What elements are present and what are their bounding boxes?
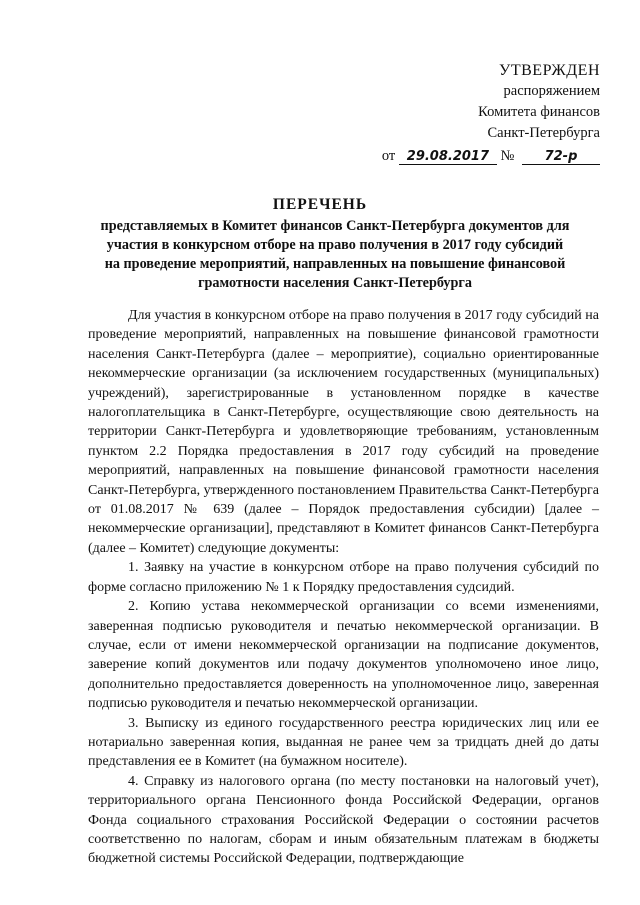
approval-block [382,60,600,167]
approval-reference [382,146,600,167]
list-item: 3. Выписку из единого государственного реестра юридических лиц или ее нотариально заверенная копия, выданная не ранее чем за тридцать дней до даты представления ее в Комитет (на бумажном носителе). [88,715,599,770]
approval-line: Комитета финансов [478,104,600,120]
list-item: 2. Копию устава некоммерческой организации со всеми изменениями, заверенная подписью руководителя и печатью некоммерческой организации. В случае, если от имени некоммерческой организации на подписание документов, заверение копий документов или подачу документов уполномочено иное лицо, дополнительно предоставляется доверенность на уполномоченное лицо, заверенная подписью руководителя и печатью некоммерческой организации. [88,599,599,712]
approval-line: Санкт-Петербурга [487,125,600,141]
approval-line: распоряжением [503,83,600,99]
document-subtitle: представляемых в Комитет финансов Санкт-Петербурга документов для участия в конкурсном отборе на право получения в 2017 году субсидий на проведение мероприятий, направленных на повышение финансовой грамотности населения Санкт-Петербурга [100,218,570,291]
document-body [88,306,599,869]
document-title: ПЕРЕЧЕНЬ [272,196,368,213]
date-prefix: от [381,148,396,164]
approval-heading: УТВЕРЖДЕН [499,62,600,79]
intro-paragraph: Для участия в конкурсном отборе на право получения в 2017 году субсидий на проведение мероприятий, направленных на повышение финансовой грамотности населения Санкт-Петербурга (далее – мероприятие), социально ориентированные некоммерческие организации (за исключением государственных (муниципальных) учреждений), зарегистрированные в установленном порядке в качестве налогоплательщика в Санкт-Петербурге, осуществляющие свою деятельность на территории Санкт-Петербурга и удовлетворяющие требованиям, установленным пунктом 2.2 Порядка предоставления в 2017 году субсидий на проведение мероприятий, направленных на повышение финансовой грамотности населения Санкт-Петербурга, утвержденного постановлением Правительства Санкт-Петербурга от 01.08.2017 № 639 (далее – Порядок предоставления субсидии) [далее – некоммерческие организации], представляют в Комитет финансов Санкт-Петербурга (далее – Комитет) следующие документы: [88,308,599,556]
list-item: 1. Заявку на участие в конкурсном отборе на право получения субсидий по форме согласно приложению № 1 к Порядку предоставления судсидий. [88,560,599,595]
handwritten-number: 72-р [522,150,600,165]
handwritten-date: 29.08.2017 [399,150,497,165]
list-item: 4. Справку из налогового органа (по месту постановки на налоговый учет), территориального органа Пенсионного фонда Российской Федерации, органов Фонда социального страхования Российской Федерации о состоянии расчетов соответственно по налогам, сборам и иным обязательным платежам в бюджеты бюджетной системы Российской Федерации, подтверждающие [88,773,599,867]
number-prefix: № [500,148,515,164]
